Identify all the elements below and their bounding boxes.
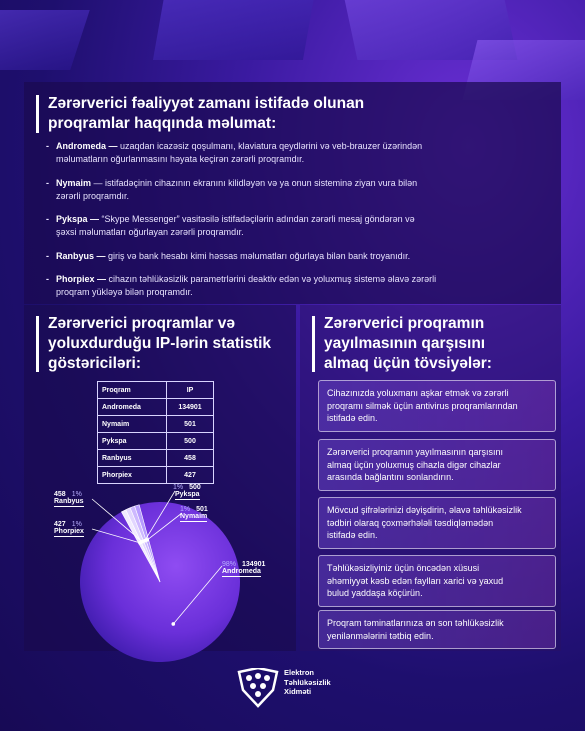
malware-name: Ranbyus —	[56, 251, 106, 261]
malware-name: Phorpiex —	[56, 274, 107, 284]
malware-name: Pykspa —	[56, 214, 100, 224]
table-row: Pykspa 500	[98, 433, 214, 450]
malware-item-phorpiex: - Phorpiex — cihazın təhlükəsizlik parametrlərini deaktiv edən və yoluxmuş sistemə əlavə zərərli proqram yükləyə bilən proqramdır.	[46, 274, 437, 297]
stats-title: Zərərverici proqramlar və yoluxdurduğu IP-lərin statistik göstəriciləri:	[48, 315, 272, 372]
org-name: Elektron Təhlükəsizlik Xidməti	[284, 668, 331, 696]
table-row: Nymaim 501	[98, 416, 214, 433]
table-row: Phorpiex 427	[98, 467, 214, 484]
malware-item-nymaim: - Nymaim — istifadəçinin cihazının ekranını kilidləyən və ya onun sisteminə ziyan vura bilən zərərli proqramdır.	[46, 178, 418, 201]
malware-name: Nymaim	[56, 178, 92, 188]
tip-card: Cihazınızda yoluxmanı aşkar etmək və zərərli proqramı silmək üçün antivirus proqramlarından istifadə edin.	[318, 380, 556, 432]
pie-label-phorpiex: 427 1% Phorpiex	[54, 521, 84, 535]
shield-logo-icon	[237, 668, 279, 708]
title-line: Zərərverici fəaliyyət zamanı istifadə olunan	[48, 95, 365, 112]
pie-label-pykspa: 1% 500 Pykspa	[173, 484, 201, 498]
pie-label-ranbyus: 458 1% Ranbyus	[54, 491, 84, 505]
tip-card: Proqram təminatlarınıza ən son təhlükəsizlik yenilənmələrini tətbiq edin.	[318, 610, 556, 649]
pie-label-nymaim: 1% 501 Nymaim	[180, 506, 208, 520]
tip-card: Təhlükəsizliyiniz üçün öncədən xüsusi əhəmiyyət kəsb edən faylları xarici və yaxud bulud yaddaşa köçürün.	[318, 555, 556, 607]
column-header: Proqram	[98, 382, 167, 399]
tips-title: Zərərverici proqramın yayılmasının qarşısını almaq üçün tövsiyələr:	[324, 315, 492, 372]
leader-dot-phorpiex	[139, 541, 142, 544]
malware-item-andromeda: - Andromeda — uzaqdan icazəsiz qoşulmanı, klaviatura qeydlərini və veb-brauzer üzərindən məlumatların oğurlanmasını həyata keçirən zərərli proqramdır.	[46, 141, 423, 164]
column-header: IP	[167, 382, 214, 399]
title-line: proqramlar haqqında məlumat:	[48, 115, 277, 132]
tip-card: Zərərverici proqramın yayılmasının qarşısını almaq üçün yoluxmuş cihazla digər cihazlar arasında bağlantını sonlandırın.	[318, 439, 556, 491]
leader-dot-andromeda	[172, 623, 175, 626]
table-row: Ranbyus 458	[98, 450, 214, 467]
pie-label-andromeda: 98% 134901 Andromeda	[222, 561, 266, 575]
malware-name: Andromeda —	[56, 141, 118, 151]
table-row: Andromeda 134901	[98, 399, 214, 416]
malware-item-pykspa: - Pykspa — “Skype Messenger” vasitəsilə istifadəçilərin adından zərərli mesaj göndərən və şəxsi məlumatları oğurlayan zərərli proqramdır.	[46, 214, 415, 237]
malware-item-ranbyus: - Ranbyus — giriş və bank hesabı kimi həssas məlumatları oğurlaya bilən bank troyanıdır.	[46, 251, 411, 261]
tip-card: Mövcud şifrələrinizi dəyişdirin, əlavə təhlükəsizlik tədbiri olaraq çoxmərhələli təsdiqləmədən istifadə edin.	[318, 497, 556, 549]
title-accent-bar	[312, 316, 315, 372]
